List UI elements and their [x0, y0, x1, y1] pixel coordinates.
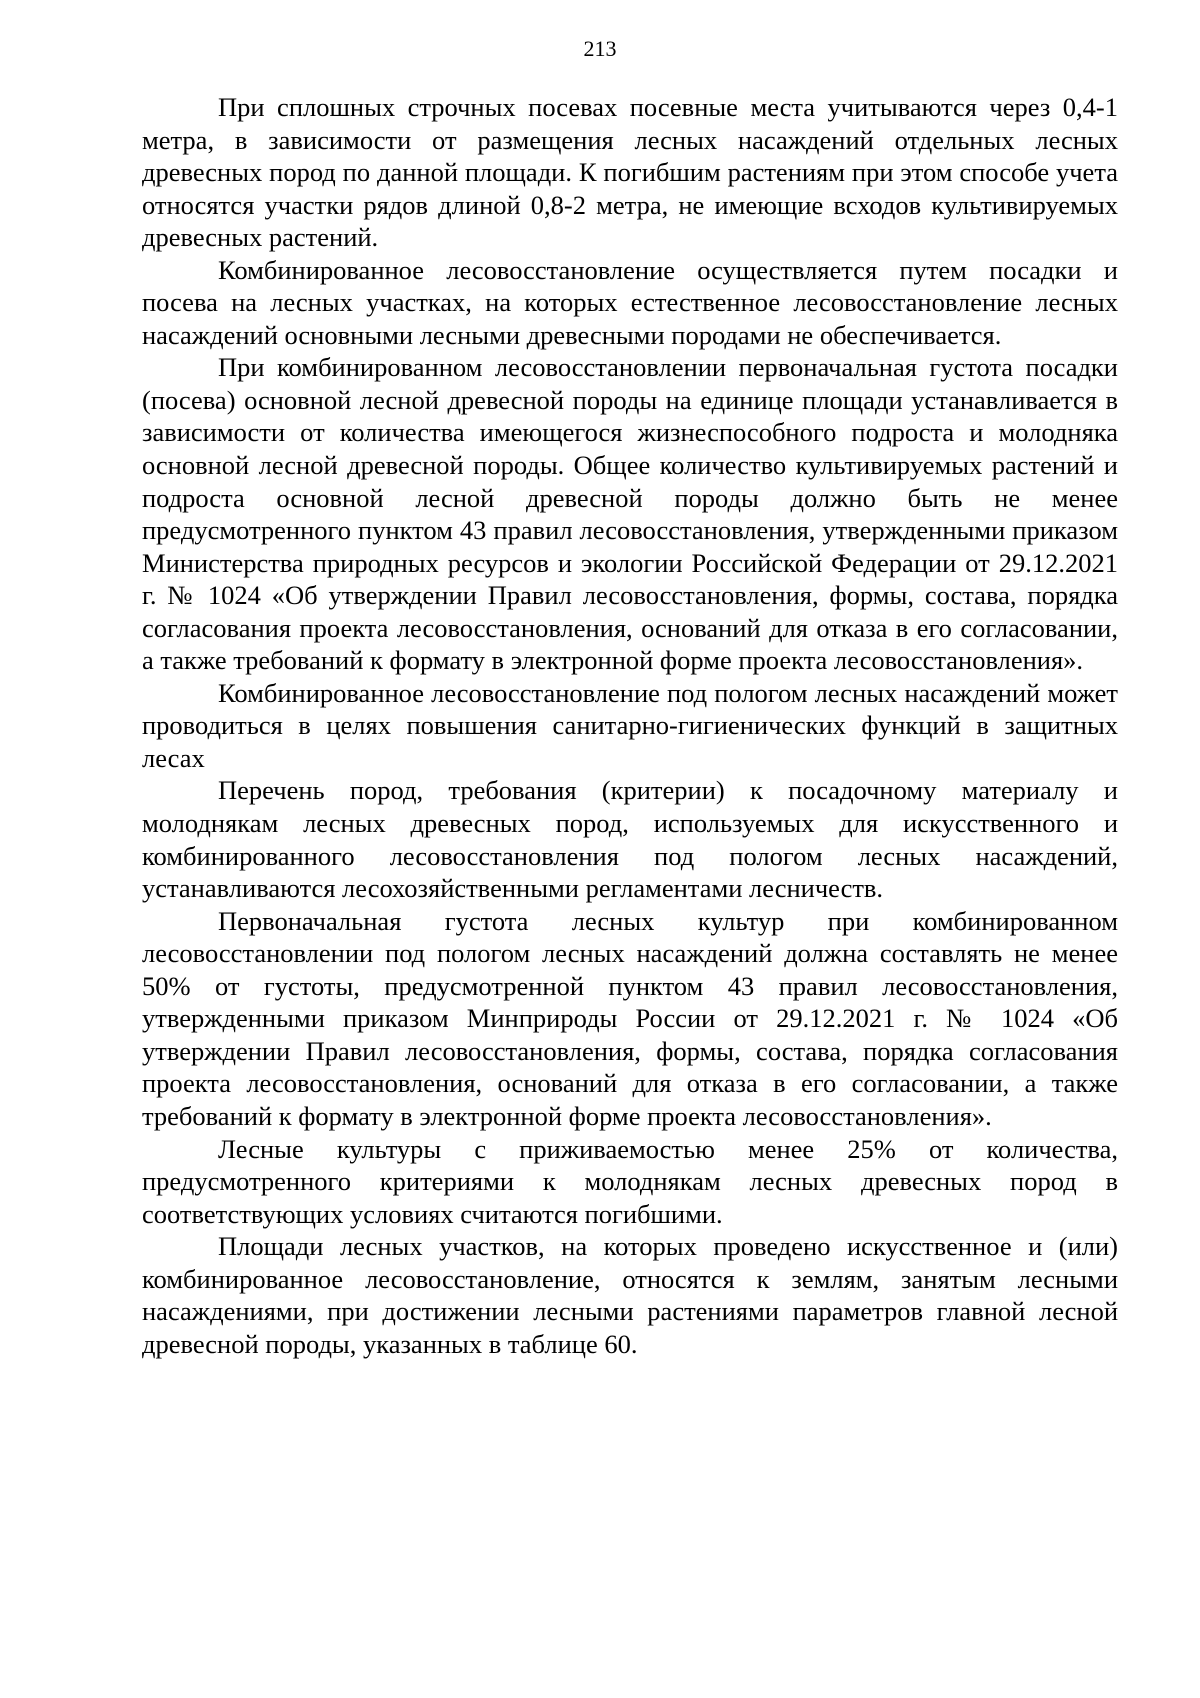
paragraph-species-requirements: Перечень пород, требования (критерии) к посадочному материалу и молоднякам лесных древесных пород, используемых для искусственного и комбинированного лесовосстановления под пологом лесных насаждений, устанавливаются лесохозяйственными регламентами лесничеств.	[142, 775, 1118, 904]
paragraph-initial-density: При комбинированном лесовосстановлении первоначальная густота посадки (посева) основной лесной древесной породы на единице площади устанавливается в зависимости от количества имеющегося жизнеспособного подроста и молодняка основной лесной древесной породы. Общее количество культивируемых растений и подроста основной лесной древесной породы должно быть не менее предусмотренного пунктом 43 правил лесовосстановления, утвержденными приказом Министерства природных ресурсов и экологии Российской Федерации от 29.12.2021 г. № 1024 «Об утверждении Правил лесовосстановления, формы, состава, порядка согласования проекта лесовосстановления, оснований для отказа в его согласовании, а также требований к формату в электронной форме проекта лесовосстановления».	[142, 352, 1118, 676]
document-body	[142, 91, 1118, 1360]
paragraph-combined-reforestation-definition: Комбинированное лесовосстановление осуществляется путем посадки и посева на лесных участках, на которых естественное лесовосстановление лесных насаждений основными лесными древесными породами не обеспечивается.	[142, 254, 1118, 350]
paragraph-under-canopy-density: Первоначальная густота лесных культур при комбинированном лесовосстановлении под пологом лесных насаждений должна составлять не менее 50% от густоты, предусмотренной пунктом 43 правил лесовосстановления, утвержденными приказом Минприроды России от 29.12.2021 г. № 1024 «Об утверждении Правил лесовосстановления, формы, состава, порядка согласования проекта лесовосстановления, оснований для отказа в его согласовании, а также требований к формату в электронной форме проекта лесовосстановления».	[142, 905, 1118, 1131]
paragraph-forest-land-classification: Площади лесных участков, на которых проведено искусственное и (или) комбинированное лесовосстановление, относятся к землям, занятым лесными насаждениями, при достижении лесными растениями параметров главной лесной древесной породы, указанных в таблице 60.	[142, 1231, 1118, 1359]
paragraph-row-sowing-accounting: При сплошных строчных посевах посевные места учитываются через 0,4-1 метра, в зависимости от размещения лесных насаждений отдельных лесных древесных пород по данной площади. К погибшим растениям при этом способе учета относятся участки рядов длиной 0,8-2 метра, не имеющие всходов культивируемых древесных растений.	[142, 92, 1118, 253]
paragraph-survival-threshold: Лесные культуры с приживаемостью менее 25% от количества, предусмотренного критериями к молоднякам лесных древесных пород в соответствующих условиях считаются погибшими.	[142, 1133, 1118, 1229]
page-number: 213	[583, 36, 617, 61]
paragraph-under-canopy-purpose: Комбинированное лесовосстановление под пологом лесных насаждений может проводиться в целях повышения санитарно-гигиенических функций в защитных лесах	[142, 677, 1118, 773]
